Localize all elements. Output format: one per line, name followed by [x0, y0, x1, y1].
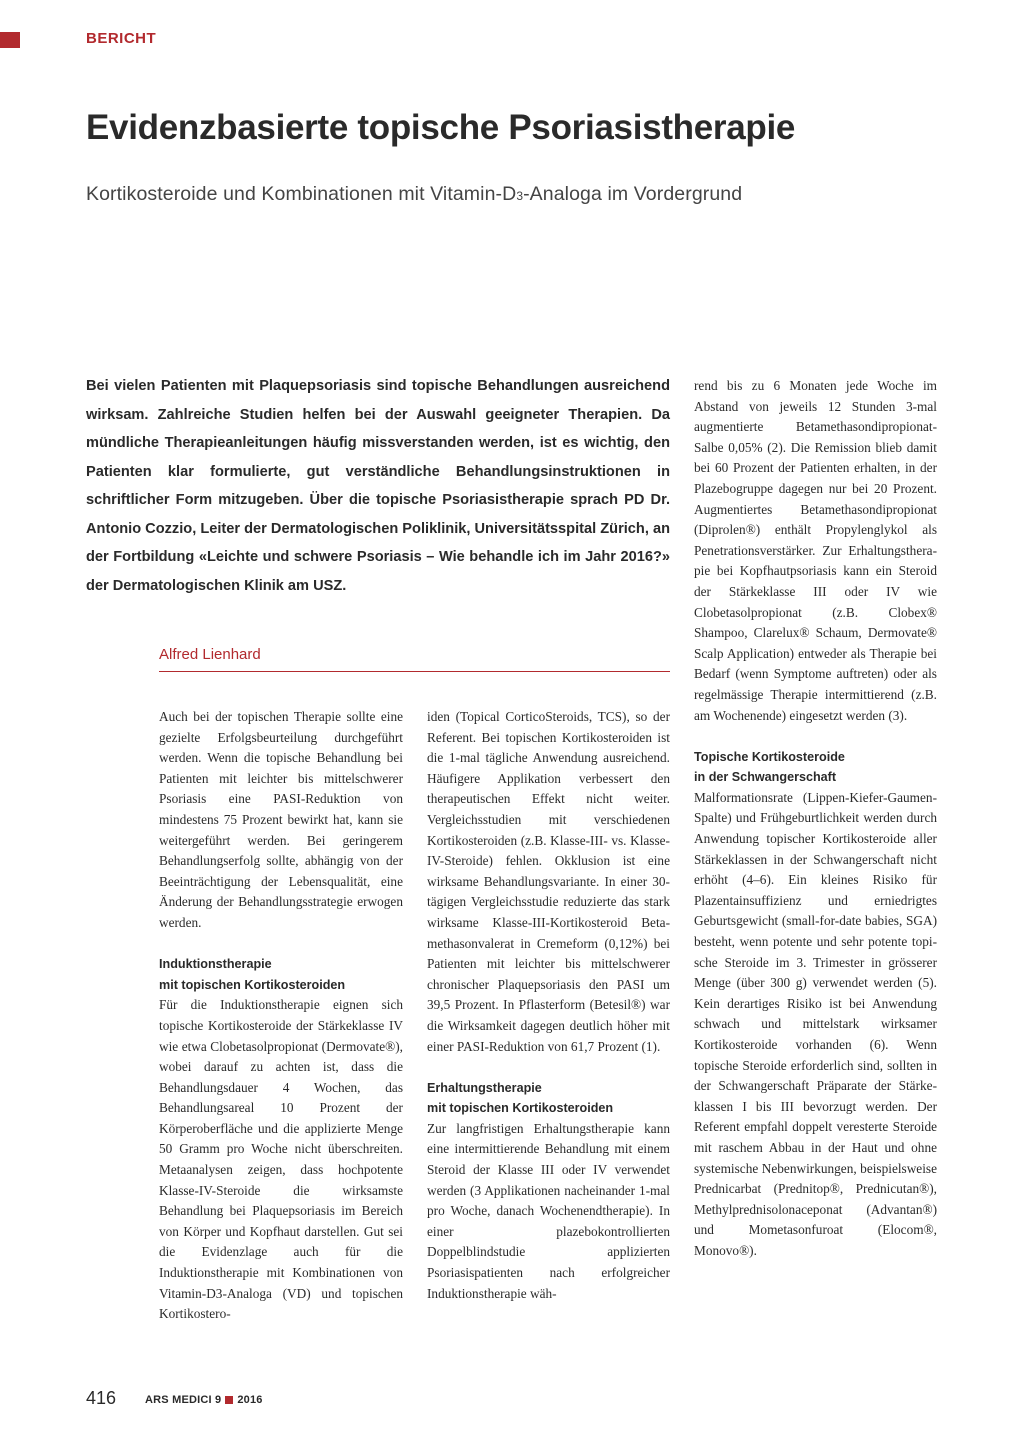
col2-heading-line-1: Erhaltungstherapie: [427, 1080, 542, 1095]
subtitle-part-1: Kortikosteroide und Kombinationen mit Vitamin-D: [86, 183, 517, 205]
footer-publication: [145, 1394, 263, 1406]
col3-paragraph-2: Malformationsrate (Lippen-Kiefer-Gaumen-Spalte) und Frühgeburtlichkeit werden durch Anwendung topischer Kortikosteroide aller Stärkeklassen in der Schwangerschaft nicht erhöht (4–6). Ein kleines Risiko für Plazentainsuffizienz und erniedrigtes Geburtsgewicht (small-for-date babies, SGA) besteht, wenn potente und sehr potente topische Steroide im 3. Trimester in grösserer Menge (über 300 g) verwendet werden (5). Kein derartiges Risiko ist bei Anwendung schwach und mittelstark wirksamer Kortikosteroide vorhanden (6). Wenn topische Steroide erforderlich sind, sollten in der Schwangerschaft Präparate der Stärkeklassen I bis III bevorzugt werden. Der Referent empfahl doppelt veresterte Steroide mit raschem Abbau in der Haut und ohne systemische Nebenwirkungen, beispielsweise Prednicarbat (Prednitop®, Prednicutan®), Methylprednisolonaceponat (Advantan®) und Mometasonfuroat (Elocom®, Monovo®).: [694, 789, 937, 1258]
col2-heading-line-2: mit topischen Kortikosteroiden: [427, 1101, 614, 1116]
body-column-2: [427, 707, 670, 1304]
col1-paragraph-1: Auch bei der topischen Therapie sollte eine gezielte Erfolgsbeurteilung durchgeführt werden. Wenn die topische Behandlung bei Patienten mit leichter bis mittelschwerer Psoriasis eine PASI-Reduktion von mindestens 75 Prozent bewirkt hat, kann sie weitergeführt werden. Bei geringerem Behandlungserfolg sollte, abhängig von der Beeinträchtigung der Lebensqualität, eine Änderung der Behandlungsstrategie erwogen werden.: [159, 709, 403, 930]
col2-paragraph-1: iden (Topical CorticoSteroids, TCS), so der Referent. Bei topischen Kortikosteroiden ist die 1-mal tägliche Anwendung ausreichend. Häufigere Applikation verbessert den therapeutischen Effekt nicht weiter. Vergleichsstudien mit verschiedenen Kortikosteroiden (z.B. Klasse-III- vs. Klasse-IV-Steroide) fehlen. Okklusion ist eine wirksame Behandlungsvariante. In einer 30-tägigen Vergleichsstudie reduzierte das stark wirksame Klasse-III-Kortikosteroid Betamethasonvalerat in Cremeform (0,12%) bei Patienten mit leichter bis mittelschwerer chronischer Plaquepsoriasis den PASI um 39,5 Prozent. In Pflasterform (Betesil®) war die Wirksamkeit dagegen deutlich höher mit einer PASI-Reduktion von 61,7 Prozent (1).: [427, 709, 670, 1054]
col3-heading-line-1: Topische Kortikosteroide: [694, 749, 845, 764]
body-column-3: [694, 376, 937, 1262]
col1-paragraph-2: Für die Induktionstherapie eignen sich topische Kortikosteroide der Stärkeklasse IV wie etwa Clobetasolpropionat (Dermovate®), wobei darauf zu achten ist, dass die Behandlungsdauer 4 Wochen, das Behandlungsareal 10 Prozent der Körperoberfläche und die applizierte Menge 50 Gramm pro Woche nicht überschreiten. Metaanalysen zeigen, dass hochpotente Klasse-IV-Steroide die wirksamste Behandlung bei Plaquepsoriasis im Bereich von Körper und Kopfhaut darstellen. Gut sei die Evidenzlage auch für die Induktionstherapie mit Kombinationen von Vitamin-D3-Analoga (VD) und topischen Kortikostero-: [159, 997, 403, 1322]
author-divider: [159, 671, 670, 672]
subtitle-subscript: 3: [516, 189, 524, 203]
article-title: Evidenzbasierte topische Psoriasistherapie: [86, 108, 796, 147]
article-lead: Bei vielen Patienten mit Plaquepsoriasis sind topische Behandlungen ausreichend wirksam. Zahlreiche Studien helfen bei der Auswahl geeigneter Therapien. Da mündliche Therapieanleitungen häufig missverstanden werden, ist es wichtig, den Patienten klar formulierte, gut verständliche Behandlungsinstruktionen in schriftlicher Form mitzugeben. Über die topische Psoriasistherapie sprach PD Dr. Antonio Cozzio, Leiter der Dermatologischen Poliklinik, Universitätsspital Zürich, an der Fortbildung «Leichte und schwere Psoriasis – Wie behandle ich im Jahr 2016?» der Dermatologischen Klinik am USZ.: [86, 378, 670, 594]
author-name: Alfred Lienhard: [159, 646, 261, 663]
magazine-issue: ARS MEDICI 9: [145, 1394, 222, 1406]
body-column-1: [159, 707, 403, 1325]
magazine-year: 2016: [237, 1394, 263, 1406]
page-number: 416: [86, 1388, 117, 1408]
subtitle-part-2: -Analoga im Vordergrund: [523, 183, 743, 205]
section-label: BERICHT: [86, 30, 157, 47]
col1-heading-line-1: Induktionstherapie: [159, 957, 272, 972]
col1-heading-line-2: mit topischen Kortikosteroiden: [159, 977, 346, 992]
col3-heading-line-2: in der Schwangerschaft: [694, 770, 837, 785]
col3-paragraph-1: rend bis zu 6 Monaten jede Woche im Abstand von jeweils 12 Stunden 3-mal augmentierte Betamethasondipropionat-Salbe 0,05% (2). Die Remission blieb damit bei 60 Prozent der Patienten erhalten, in der Plazebogruppe dagegen nur bei 20 Prozent. Augmentiertes Betamethasondipropionat (Diprolen®) enthält Propylenglykol als Penetrationsverstärker. Zur Erhaltungstherapie bei Kopfhautpsoriasis kann ein Steroid der Stärkeklasse III oder IV wie Clobetasolpropionat (z.B. Clobex® Shampoo, Clarelux® Schaum, Dermovate® Scalp Application) entweder als Therapie bei Bedarf (wenn Symptome auftreten) oder als regelmässige Therapie intermittierend (z.B. am Wochenende) eingesetzt werden (3).: [694, 378, 937, 723]
section-marker: [0, 32, 20, 48]
col2-paragraph-2: Zur langfristigen Erhaltungstherapie kann eine intermittierende Behandlung mit einem Steroid der Klasse III oder IV verwendet werden (3 Applikationen nacheinander 1-mal pro Woche, danach Wochenendtherapie). In einer plazebokontrollierten Doppelblindstudie applizierten Psoriasispatienten nach erfolgreicher Induktionstherapie wäh-: [427, 1120, 670, 1301]
footer-separator-square: [225, 1396, 233, 1404]
article-subtitle: [86, 183, 966, 206]
